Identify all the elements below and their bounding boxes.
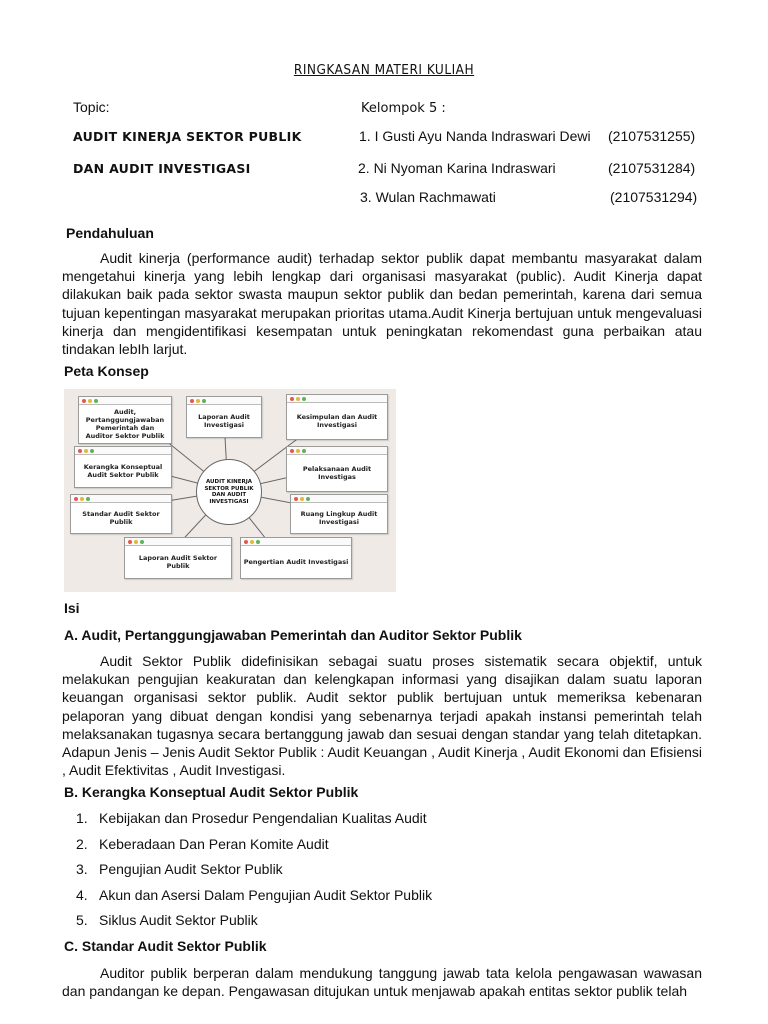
section-a-paragraph bbox=[62, 652, 702, 779]
section-a-heading: A. Audit, Pertanggungjawaban Pemerintah dan Auditor Sektor Publik bbox=[64, 627, 522, 643]
list-item: 1. Kebijakan dan Prosedur Pengendalian Kualitas Audit bbox=[76, 810, 427, 826]
concept-box-7: Ruang Lingkup Audit Investigasi bbox=[290, 494, 388, 534]
concept-box-8: Laporan Audit Sektor Publik bbox=[124, 537, 232, 579]
section-c-heading: C. Standar Audit Sektor Publik bbox=[64, 938, 267, 954]
list-item: 4. Akun dan Asersi Dalam Pengujian Audit Sektor Publik bbox=[76, 886, 433, 903]
section-c-text: Auditor publik berperan dalam mendukung tanggung jawab tata kelola pengawasan wawasan dan pandangan ke depan. Pengawasan ditujukan untuk menjawab apakah entitas sektor publik telah bbox=[62, 965, 702, 1000]
topic-line-2: DAN AUDIT INVESTIGASI bbox=[73, 161, 251, 176]
concept-box-5: Pelaksanaan Audit Investigas bbox=[286, 446, 388, 492]
concept-box-3: Kesimpulan dan Audit Investigasi bbox=[286, 394, 388, 440]
concept-map-center: AUDIT KINERJA SEKTOR PUBLIK DAN AUDIT INVESTIGASI bbox=[196, 459, 262, 525]
concept-map bbox=[64, 389, 396, 592]
member-3-name: 3. Wulan Rachmawati bbox=[360, 189, 496, 205]
member-1-nim: (2107531255) bbox=[608, 128, 696, 144]
topic-label: Topic: bbox=[73, 99, 110, 115]
member-2-nim: (2107531284) bbox=[608, 160, 696, 176]
section-b-heading: B. Kerangka Konseptual Audit Sektor Publik bbox=[64, 784, 359, 800]
member-3-nim: (2107531294) bbox=[610, 189, 698, 205]
document-title: RINGKASAN MATERI KULIAH bbox=[293, 62, 475, 78]
kelompok-label: Kelompok 5 : bbox=[361, 101, 446, 116]
section-c-paragraph bbox=[62, 964, 702, 1000]
section-a-text: Audit Sektor Publik didefinisikan sebagai suatu proses sistematik secara objektif, untuk melakukan pengujian keakuratan dan kelengkapan informasi yang disajikan dalam suatu laporan keuangan organisasi sektor publik. Audit sektor publik bertujuan untuk memeriksa kebenaran pelaporan yang dibuat dengan kondisi yang sebenarnya terjadi apakah instansi pemerintah telah melaksanakan tugasnya secara bertanggung jawab dan sesuai dengan standar yang telah ditetapkan. Adapun Jenis – Jenis Audit Sektor Publik : Audit Keuangan , Audit Kinerja , Audit Ekonomi dan Efisiensi , Audit Efektivitas , Audit Investigasi. bbox=[62, 653, 702, 779]
pendahuluan-heading: Pendahuluan bbox=[66, 225, 154, 241]
concept-box-6: Standar Audit Sektor Publik bbox=[70, 494, 172, 534]
pendahuluan-paragraph bbox=[62, 249, 702, 358]
concept-box-1: Audit, Pertanggungjawaban Pemerintah dan Auditor Sektor Publik bbox=[78, 396, 172, 444]
concept-box-4: Kerangka Konseptual Audit Sektor Publik bbox=[74, 446, 172, 488]
section-b-list bbox=[76, 810, 432, 938]
pendahuluan-text: Audit kinerja (performance audit) terhadap sektor publik dapat membantu masyarakat dalam mengetahui kinerja yang lebih lengkap dari organisasi masyarakat (public). Audit Kinerja dapat dilakukan baik pada sektor swasta maupun sektor publik dan bedan pemerintah, karena dari semua tujuan kepentingan masyarakat merupakan prioritas utama.Audit Kinerja bertujuan untuk mengevaluasi kinerja dan mengidentifikasi kesempatan untuk peningkatan rekomendast guna perbaikan atau tindakan lebIh larjut. bbox=[62, 250, 702, 358]
topic-line-1: AUDIT KINERJA SEKTOR PUBLIK bbox=[73, 129, 302, 144]
concept-box-9: Pengertian Audit Investigasi bbox=[240, 537, 352, 579]
peta-konsep-heading: Peta Konsep bbox=[64, 363, 149, 379]
list-item: 3. Pengujian Audit Sektor Publik bbox=[76, 861, 283, 877]
isi-heading: Isi bbox=[64, 600, 80, 616]
list-item: 2. Keberadaan Dan Peran Komite Audit bbox=[76, 835, 329, 852]
member-1-name: 1. I Gusti Ayu Nanda Indraswari Dewi bbox=[359, 128, 591, 144]
concept-box-2: Laporan Audit Investigasi bbox=[186, 396, 262, 438]
member-2-name: 2. Ni Nyoman Karina Indraswari bbox=[358, 160, 556, 176]
list-item: 5. Siklus Audit Sektor Publik bbox=[76, 912, 258, 928]
